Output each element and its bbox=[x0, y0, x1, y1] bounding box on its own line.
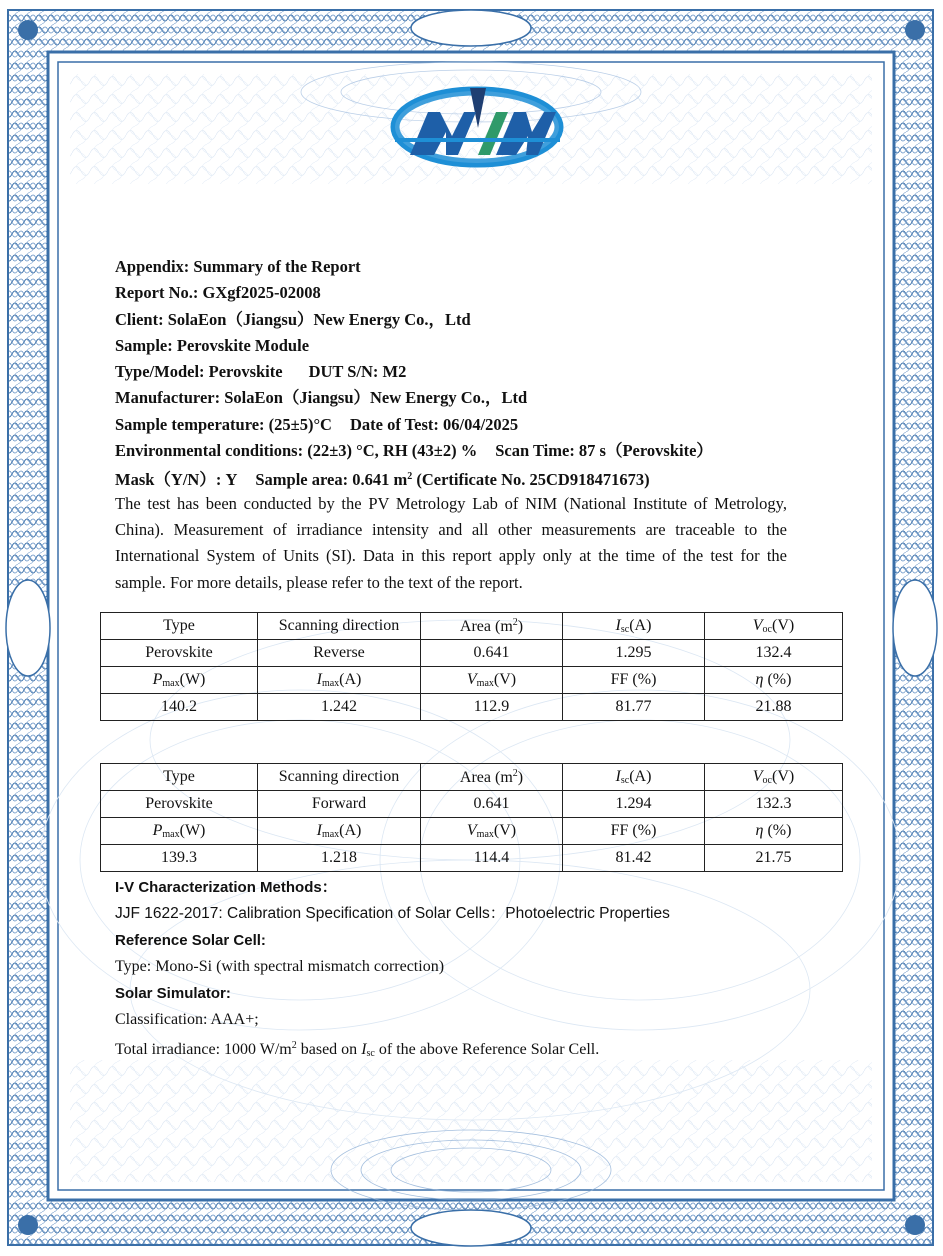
table-row bbox=[101, 694, 843, 721]
table-cell: 1.242 bbox=[258, 694, 421, 721]
table-cell: 81.42 bbox=[563, 845, 705, 872]
appendix-title: Appendix: Summary of the Report bbox=[115, 257, 361, 276]
results-table-reverse bbox=[100, 612, 843, 721]
table-cell: 1.218 bbox=[258, 845, 421, 872]
table-cell: 139.3 bbox=[101, 845, 258, 872]
simulator-classification: Classification: AAA+; bbox=[115, 1010, 259, 1028]
iv-methods-text: JJF 1622-2017: Calibration Specification of Solar Cells：Photoelectric Properties bbox=[115, 905, 670, 923]
table-cell: 114.4 bbox=[421, 845, 563, 872]
sample-area-sup: 2 bbox=[407, 471, 413, 483]
mask-line bbox=[115, 464, 787, 490]
manufacturer: Manufacturer: SolaEon（Jiangsu）New Energy Co.，Ltd bbox=[115, 388, 528, 408]
table-cell: 0.641 bbox=[421, 791, 563, 818]
header-cell: $V_{oc}(V)$ bbox=[705, 764, 843, 791]
table-cell: 21.75 bbox=[705, 845, 843, 872]
table-cell: 140.2 bbox=[101, 694, 258, 721]
environmental-conditions: Environmental conditions: (22±3) °C, RH (43±2) % bbox=[115, 441, 478, 461]
scan-time: Scan Time: 87 s（Perovskite） bbox=[495, 441, 713, 461]
header-cell: $P_{max}(W)$ bbox=[101, 818, 258, 845]
header-cell: Type bbox=[101, 613, 258, 640]
table-row bbox=[101, 818, 843, 845]
client: Client: SolaEon（Jiangsu）New Energy Co.，Ltd bbox=[115, 309, 471, 329]
header-cell: FF (%) bbox=[563, 667, 705, 694]
type-model: Type/Model: Perovskite bbox=[115, 362, 283, 382]
table-row bbox=[101, 613, 843, 640]
table-cell: 132.3 bbox=[705, 791, 843, 818]
table-cell: Forward bbox=[258, 791, 421, 818]
reference-cell-type: Type: Mono-Si (with spectral mismatch correction) bbox=[115, 958, 445, 976]
certificate-number: (Certificate No. 25CD918471673) bbox=[416, 470, 650, 490]
sample: Sample: Perovskite Module bbox=[115, 335, 310, 355]
table-cell: 112.9 bbox=[421, 694, 563, 721]
table-row bbox=[101, 667, 843, 694]
intro-paragraph: The test has been conducted by the PV Metrology Lab of NIM (National Institute of Metrology, China). Measurement of irradiance intensity and all other measurements are traceable to the International System of Units (SI). Data in this report apply only at the time of the test for the sample. For more details, please refer to the text of the report. bbox=[115, 493, 787, 592]
nim-logo-icon bbox=[395, 88, 560, 163]
header-cell: Type bbox=[101, 764, 258, 791]
mask: Mask（Y/N）: Y bbox=[115, 470, 238, 490]
table-row bbox=[101, 845, 843, 872]
header-cell: η (%) bbox=[705, 818, 843, 845]
header-cell: $I_{max}(A)$ bbox=[258, 818, 421, 845]
table-cell: 81.77 bbox=[563, 694, 705, 721]
total-irradiance: Total irradiance: 1000 $W/m^2$ based on $I_{sc}$ of the above Reference Solar Cell. bbox=[115, 1040, 600, 1060]
sample-temperature: Sample temperature: (25±5)°C bbox=[115, 414, 332, 434]
header-cell: η (%) bbox=[705, 667, 843, 694]
header-cell: $V_{oc}(V)$ bbox=[705, 613, 843, 640]
dut-sn: DUT S/N: M2 bbox=[308, 362, 407, 382]
header-cell: Scanning direction bbox=[258, 613, 421, 640]
table-cell: 1.294 bbox=[563, 791, 705, 818]
header-cell: $V_{max}(V)$ bbox=[421, 667, 563, 694]
table-row bbox=[101, 791, 843, 818]
results-table-forward bbox=[100, 763, 843, 872]
sample-area: Sample area: 0.641 m bbox=[255, 470, 408, 490]
table-cell: 132.4 bbox=[705, 640, 843, 667]
table-cell: Reverse bbox=[258, 640, 421, 667]
solar-simulator-title: Solar Simulator: bbox=[115, 984, 231, 1002]
header-cell: $I_{sc}(A)$ bbox=[563, 613, 705, 640]
reference-cell-title: Reference Solar Cell: bbox=[115, 931, 266, 949]
header-cell: $I_{max}(A)$ bbox=[258, 667, 421, 694]
table-cell: 1.295 bbox=[563, 640, 705, 667]
table-row bbox=[101, 764, 843, 791]
table-cell: Perovskite bbox=[101, 640, 258, 667]
iv-methods-title: I-V Characterization Methods： bbox=[115, 879, 337, 896]
type-model-line bbox=[115, 359, 787, 385]
header-cell: Scanning direction bbox=[258, 764, 421, 791]
date-of-test: Date of Test: 06/04/2025 bbox=[349, 414, 519, 434]
table-cell: 21.88 bbox=[705, 694, 843, 721]
header-cell: $P_{max}(W)$ bbox=[101, 667, 258, 694]
table-row bbox=[101, 640, 843, 667]
header-cell: Area $(m^2)$ bbox=[421, 764, 563, 791]
methods-section bbox=[115, 875, 815, 1060]
env-line bbox=[115, 438, 787, 464]
header-cell: FF (%) bbox=[563, 818, 705, 845]
header-cell: $V_{max}(V)$ bbox=[421, 818, 563, 845]
summary-section bbox=[115, 254, 787, 596]
report-number: Report No.: GXgf2025-02008 bbox=[115, 283, 321, 303]
header-cell: Area $(m^2)$ bbox=[421, 613, 563, 640]
table-cell: Perovskite bbox=[101, 791, 258, 818]
temp-date-line bbox=[115, 412, 787, 438]
table-cell: 0.641 bbox=[421, 640, 563, 667]
header-cell: $I_{sc}(A)$ bbox=[563, 764, 705, 791]
